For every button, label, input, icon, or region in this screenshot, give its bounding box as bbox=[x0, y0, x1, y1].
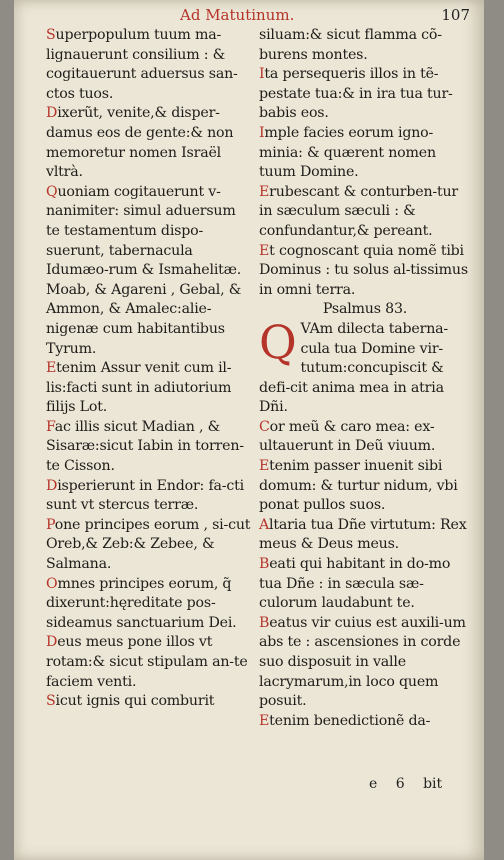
verse-initial: Q bbox=[46, 183, 58, 200]
verse-initial: E bbox=[259, 712, 270, 729]
verse-text: eatus vir cuius est auxili-um abs te : ascensiones in corde suo disposuit in valle lacrymarum,in loco quem posuit. bbox=[259, 614, 466, 710]
verse-initial: E bbox=[259, 183, 270, 200]
verse-text: VAm dilecta taberna-cula tua Domine vir-tutum:concupiscit & defi-cit anima mea in atria Dñi. bbox=[259, 320, 448, 416]
verse bbox=[46, 359, 251, 418]
verse-text: eus meus pone illos vt rotam:& sicut stipulam an-te faciem venti. bbox=[46, 634, 248, 690]
verse bbox=[46, 477, 251, 516]
verse bbox=[46, 104, 251, 182]
verse-text: icut ignis qui comburit bbox=[55, 693, 215, 710]
verse bbox=[259, 614, 471, 712]
verse bbox=[259, 516, 471, 555]
drop-cap: Q bbox=[259, 314, 297, 369]
verse-initial: S bbox=[46, 693, 56, 710]
verse bbox=[46, 633, 251, 692]
verse-text: tenim benedictionẽ da- bbox=[269, 712, 431, 729]
verse-initial: E bbox=[46, 360, 57, 377]
verse bbox=[259, 457, 471, 516]
verse-text: t cognoscant quia nomẽ tibi Dominus : tu solus al-tissimus in omni terra. bbox=[259, 242, 468, 298]
right-column bbox=[259, 26, 471, 731]
verse-initial: S bbox=[46, 27, 56, 43]
verse-text: uperpopulum tuum ma-lignauerunt consilium : & cogitauerunt aduersus san-ctos tuos. bbox=[46, 27, 238, 102]
verse bbox=[46, 418, 251, 477]
catchword: e 6 bit bbox=[369, 776, 443, 792]
verse-initial: E bbox=[259, 242, 270, 259]
psalm-title: Psalmus 83. bbox=[322, 301, 408, 318]
book-page bbox=[14, 0, 484, 860]
page-number: 107 bbox=[441, 6, 470, 24]
verse bbox=[46, 183, 251, 281]
verse bbox=[259, 712, 471, 732]
verse bbox=[259, 418, 471, 457]
verse-initial: I bbox=[259, 66, 265, 83]
verse bbox=[259, 183, 471, 242]
verse bbox=[259, 242, 471, 301]
verse-text: eati qui habitant in do-mo tua Dñe : in sæcula sæ-culorum laudabunt te. bbox=[259, 556, 451, 612]
verse bbox=[46, 516, 251, 575]
left-column bbox=[46, 26, 251, 712]
verse bbox=[259, 124, 471, 183]
verse-initial: E bbox=[259, 458, 270, 475]
verse-initial: F bbox=[46, 418, 55, 435]
verse-text: ac illis sicut Madian , & Sisaræ:sicut Iabin in torren-te Cisson. bbox=[46, 418, 244, 475]
verse-initial: C bbox=[259, 418, 270, 435]
verse bbox=[46, 26, 251, 104]
verse-text: or meũ & caro mea: ex-ultauerunt in Deũ viuum. bbox=[259, 418, 436, 455]
verse-initial: A bbox=[259, 516, 270, 533]
verse-initial: D bbox=[46, 477, 58, 494]
verse bbox=[46, 281, 251, 359]
verse-text: siluam:& sicut flamma cõ-burens montes. bbox=[259, 27, 442, 63]
verse-text: mnes principes eorum, q̃ dixerunt:hęreditate pos-sideamus sanctuarium Dei. bbox=[46, 575, 237, 631]
verse-text: mple facies eorum igno-minia: & quærent nomen tuum Domine. bbox=[259, 124, 436, 181]
verse-text: tenim Assur venit cum il-lis:facti sunt in adiutorium filijs Lot. bbox=[46, 360, 232, 416]
verse bbox=[46, 575, 251, 634]
verse-text: uoniam cogitauerunt v-nanimiter: simul aduersum te testamentum dispo-suerunt, tabernacula Idumæo-rum & Ismahelitæ. bbox=[46, 183, 242, 279]
verse-text: one principes eorum , si-cut Oreb,& Zeb:& Zebee, & Salmana. bbox=[46, 516, 251, 573]
verse-text: rubescant & conturben-tur in sæculum sæculi : & confundantur,& pereant. bbox=[259, 183, 459, 239]
verse-initial: O bbox=[46, 575, 58, 592]
verse-initial: B bbox=[259, 614, 270, 631]
verse-text: tenim passer inuenit sibi domum: & turtur nidum, vbi ponat pullos suos. bbox=[259, 458, 458, 514]
verse-text: isperierunt in Endor: fa-cti sunt vt stercus terræ. bbox=[46, 477, 244, 514]
verse-initial: D bbox=[46, 105, 58, 122]
verse bbox=[259, 65, 471, 124]
verse-initial: D bbox=[46, 634, 58, 651]
verse-initial: B bbox=[259, 556, 270, 573]
verse-text: ixerũt, venite,& disper-damus eos de gente:& non memoretur nomen Israël vltrà. bbox=[46, 105, 234, 181]
verse bbox=[259, 555, 471, 614]
verse-initial: I bbox=[259, 124, 265, 141]
verse-text: ltaria tua Dñe virtutum: Rex meus & Deus meus. bbox=[259, 516, 467, 553]
verse-text: ta persequeris illos in tẽ-pestate tua:& in ira tua tur-babis eos. bbox=[259, 66, 453, 122]
verse bbox=[259, 26, 471, 65]
psalm-opening bbox=[259, 314, 471, 418]
verse-initial: P bbox=[46, 516, 55, 533]
verse bbox=[46, 692, 251, 712]
running-head: Ad Matutinum. bbox=[180, 6, 295, 24]
verse-text: Moab, & Agareni , Gebal, & Ammon, & Amalec:alie-nigenæ cum habitantibus Tyrum. bbox=[46, 281, 242, 357]
